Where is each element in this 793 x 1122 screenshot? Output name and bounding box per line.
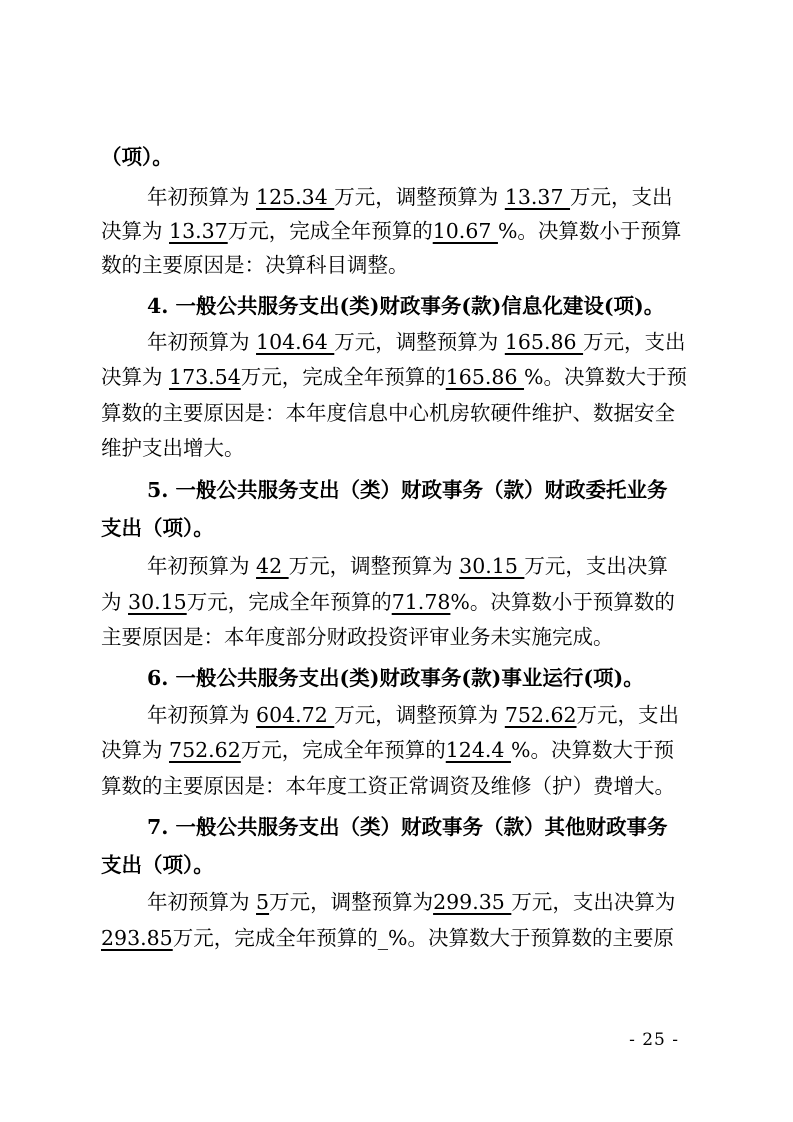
heading-text: （项）。 xyxy=(101,145,173,169)
paragraph-3-line-1 xyxy=(0,546,793,586)
text: 万元，完成全年预算的 xyxy=(240,365,446,389)
text: %。决算数小于预算数的 xyxy=(450,590,675,614)
final-account-value: 752.62 xyxy=(169,738,241,762)
heading-text: 7. 一般公共服务支出（类）财政事务（款）其他财政事务 xyxy=(147,815,668,839)
text: 年初预算为 xyxy=(147,890,250,914)
heading-text: 4. 一般公共服务支出(类)财政事务(款)信息化建设(项)。 xyxy=(147,294,665,318)
initial-budget-value: 104.64 xyxy=(256,330,335,354)
paragraph-3-line-3 xyxy=(0,617,793,657)
final-account-value: 13.37 xyxy=(169,219,228,243)
heading-4 xyxy=(0,286,793,326)
heading-text: 5. 一般公共服务支出（类）财政事务（款）财政委托业务 xyxy=(147,478,668,502)
adjusted-budget-value: 30.15 xyxy=(459,554,525,578)
text: 万元，完成全年预算的 xyxy=(186,590,392,614)
adjusted-budget-value: 752.62 xyxy=(504,703,577,727)
completion-rate-value: 10.67 xyxy=(432,219,498,243)
heading-7-line-2 xyxy=(0,845,793,885)
text: 决算为 xyxy=(101,365,163,389)
text: 算数的主要原因是：本年度信息中心机房软硬件维护、数据安全 xyxy=(101,401,675,425)
completion-rate-value: 124.4 xyxy=(445,738,511,762)
text: 年初预算为 xyxy=(147,554,250,578)
text: %。决算数大于预 xyxy=(524,365,687,389)
heading-5-line-1 xyxy=(0,470,793,510)
completion-rate-value: 71.78 xyxy=(391,590,451,614)
final-account-value: 30.15 xyxy=(128,590,187,614)
initial-budget-value: 604.72 xyxy=(256,703,335,727)
heading-text: 支出（项）。 xyxy=(101,853,214,877)
completion-rate-blank: _ xyxy=(377,926,388,950)
text: 万元，支出 xyxy=(576,703,680,727)
text: 万元，支出 xyxy=(583,330,686,354)
paragraph-2-line-1 xyxy=(0,322,793,362)
page-number: - 25 - xyxy=(629,1030,679,1050)
text: 万元，完成全年预算的 xyxy=(240,738,446,762)
text: 年初预算为 xyxy=(147,185,250,209)
initial-budget-value: 5 xyxy=(256,890,270,914)
adjusted-budget-value: 13.37 xyxy=(504,185,571,209)
paragraph-4-line-2 xyxy=(0,730,793,770)
final-account-value: 293.85 xyxy=(101,926,173,950)
text: 数的主要原因是：决算科目调整。 xyxy=(101,253,409,277)
heading-text: 支出（项）。 xyxy=(101,516,214,540)
adjusted-budget-value: 299.35 xyxy=(433,890,512,914)
paragraph-2-line-3 xyxy=(0,393,793,433)
text: 万元，调整预算为 xyxy=(334,185,499,209)
text: %。决算数大于预算数的主要原 xyxy=(387,926,674,950)
text: 万元，调整预算为 xyxy=(269,890,434,914)
text: 维护支出增大。 xyxy=(101,436,245,460)
text: 年初预算为 xyxy=(147,703,250,727)
text: 年初预算为 xyxy=(147,330,250,354)
heading-6 xyxy=(0,658,793,698)
final-account-value: 173.54 xyxy=(169,365,241,389)
heading-5-line-2 xyxy=(0,508,793,548)
text: 决算为 xyxy=(101,738,163,762)
text: %。决算数小于预算 xyxy=(497,219,682,243)
paragraph-5-line-2 xyxy=(0,918,793,958)
text: 主要原因是：本年度部分财政投资评审业务未实施完成。 xyxy=(101,625,614,649)
text: 算数的主要原因是：本年度工资正常调资及维修（护）费增大。 xyxy=(101,774,675,798)
text: 万元，支出决算 xyxy=(524,554,668,578)
paragraph-3-line-2 xyxy=(0,582,793,622)
paragraph-1-line-3 xyxy=(0,245,793,285)
text: 万元，完成全年预算的 xyxy=(172,926,378,950)
heading-7-line-1 xyxy=(0,807,793,847)
text: %。决算数大于预 xyxy=(510,738,674,762)
initial-budget-value: 125.34 xyxy=(256,185,335,209)
text: 万元，调整预算为 xyxy=(334,330,499,354)
paragraph-4-line-1 xyxy=(0,695,793,735)
text: 决算为 xyxy=(101,219,163,243)
paragraph-5-line-1 xyxy=(0,882,793,922)
text: 万元，调整预算为 xyxy=(334,703,499,727)
paragraph-4-line-3 xyxy=(0,766,793,806)
text: 万元，调整预算为 xyxy=(288,554,453,578)
text: 万元，支出 xyxy=(570,185,673,209)
paragraph-2-line-2 xyxy=(0,357,793,397)
text: 万元，支出决算为 xyxy=(511,890,676,914)
completion-rate-value: 165.86 xyxy=(445,365,525,389)
paragraph-2-line-4 xyxy=(0,428,793,468)
heading-text: 6. 一般公共服务支出(类)财政事务(款)事业运行(项)。 xyxy=(147,666,644,690)
text: 为 xyxy=(101,590,122,614)
adjusted-budget-value: 165.86 xyxy=(504,330,584,354)
text: 万元，完成全年预算的 xyxy=(227,219,433,243)
heading-continuation xyxy=(0,137,793,177)
initial-budget-value: 42 xyxy=(256,554,289,578)
